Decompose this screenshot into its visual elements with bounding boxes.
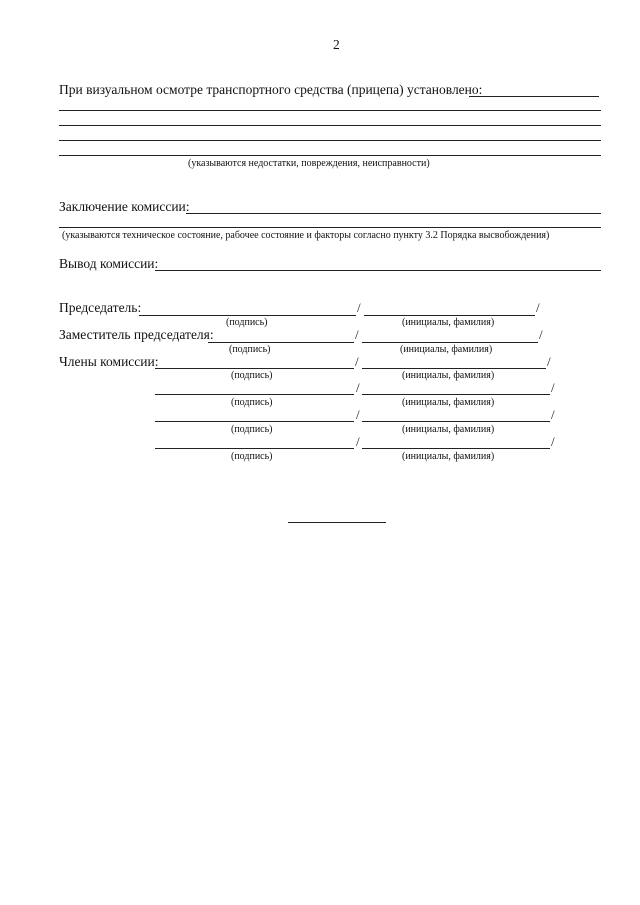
chair-label: Председатель: [59,300,142,315]
chair-signature-caption: (подпись) [226,317,268,328]
chair-signature-line[interactable] [139,315,356,316]
member-1-initials-caption: (инициалы, фамилия) [402,370,495,381]
member-3-separator: / [356,407,360,422]
deputy-initials-caption: (инициалы, фамилия) [400,344,493,355]
end-separator-line [288,522,386,523]
chair-initials-line[interactable] [364,315,535,316]
inspection-field-line-2[interactable] [59,110,601,111]
deputy-initials-line[interactable] [362,342,538,343]
member-4-signature-caption: (подпись) [231,451,273,462]
conclusion-label: Заключение комиссии: [59,199,190,214]
verdict-label: Вывод комиссии: [59,256,159,271]
member-2-signature-line[interactable] [155,394,354,395]
member-4-separator-end: / [551,434,555,449]
member-3-separator-end: / [551,407,555,422]
member-1-separator-end: / [547,354,551,369]
inspection-field-line-4[interactable] [59,140,601,141]
member-2-initials-caption: (инициалы, фамилия) [402,397,495,408]
member-2-signature-caption: (подпись) [231,397,273,408]
chair-initials-caption: (инициалы, фамилия) [402,317,495,328]
member-4-signature-line[interactable] [155,448,354,449]
deputy-separator: / [355,327,359,342]
conclusion-note: (указываются техническое состояние, рабочее состояние и факторы согласно пункту 3.2 Порядка высвобождения) [62,230,550,241]
conclusion-field-line-2[interactable] [59,227,601,228]
deputy-signature-caption: (подпись) [229,344,271,355]
conclusion-field-line-1[interactable] [186,213,601,214]
inspection-field-line-1[interactable] [469,96,599,97]
member-3-initials-caption: (инициалы, фамилия) [402,424,495,435]
member-3-initials-line[interactable] [362,421,550,422]
member-2-initials-line[interactable] [362,394,550,395]
inspection-label: При визуальном осмотре транспортного средства (прицепа) установлено: [59,82,483,97]
chair-separator-end: / [536,300,540,315]
inspection-field-line-3[interactable] [59,125,601,126]
deputy-label: Заместитель председателя: [59,327,214,342]
member-1-signature-line[interactable] [155,368,354,369]
deputy-signature-line[interactable] [208,342,354,343]
member-1-initials-line[interactable] [362,368,546,369]
member-2-separator-end: / [551,380,555,395]
member-4-separator: / [356,434,360,449]
page-number: 2 [333,37,340,52]
verdict-field-line[interactable] [155,270,601,271]
inspection-note: (указываются недостатки, повреждения, неисправности) [188,158,430,169]
chair-separator: / [357,300,361,315]
members-label: Члены комиссии: [59,354,159,369]
member-3-signature-line[interactable] [155,421,354,422]
member-1-signature-caption: (подпись) [231,370,273,381]
inspection-field-line-5[interactable] [59,155,601,156]
member-1-separator: / [355,354,359,369]
member-4-initials-caption: (инициалы, фамилия) [402,451,495,462]
member-3-signature-caption: (подпись) [231,424,273,435]
member-2-separator: / [356,380,360,395]
member-4-initials-line[interactable] [362,448,550,449]
deputy-separator-end: / [539,327,543,342]
